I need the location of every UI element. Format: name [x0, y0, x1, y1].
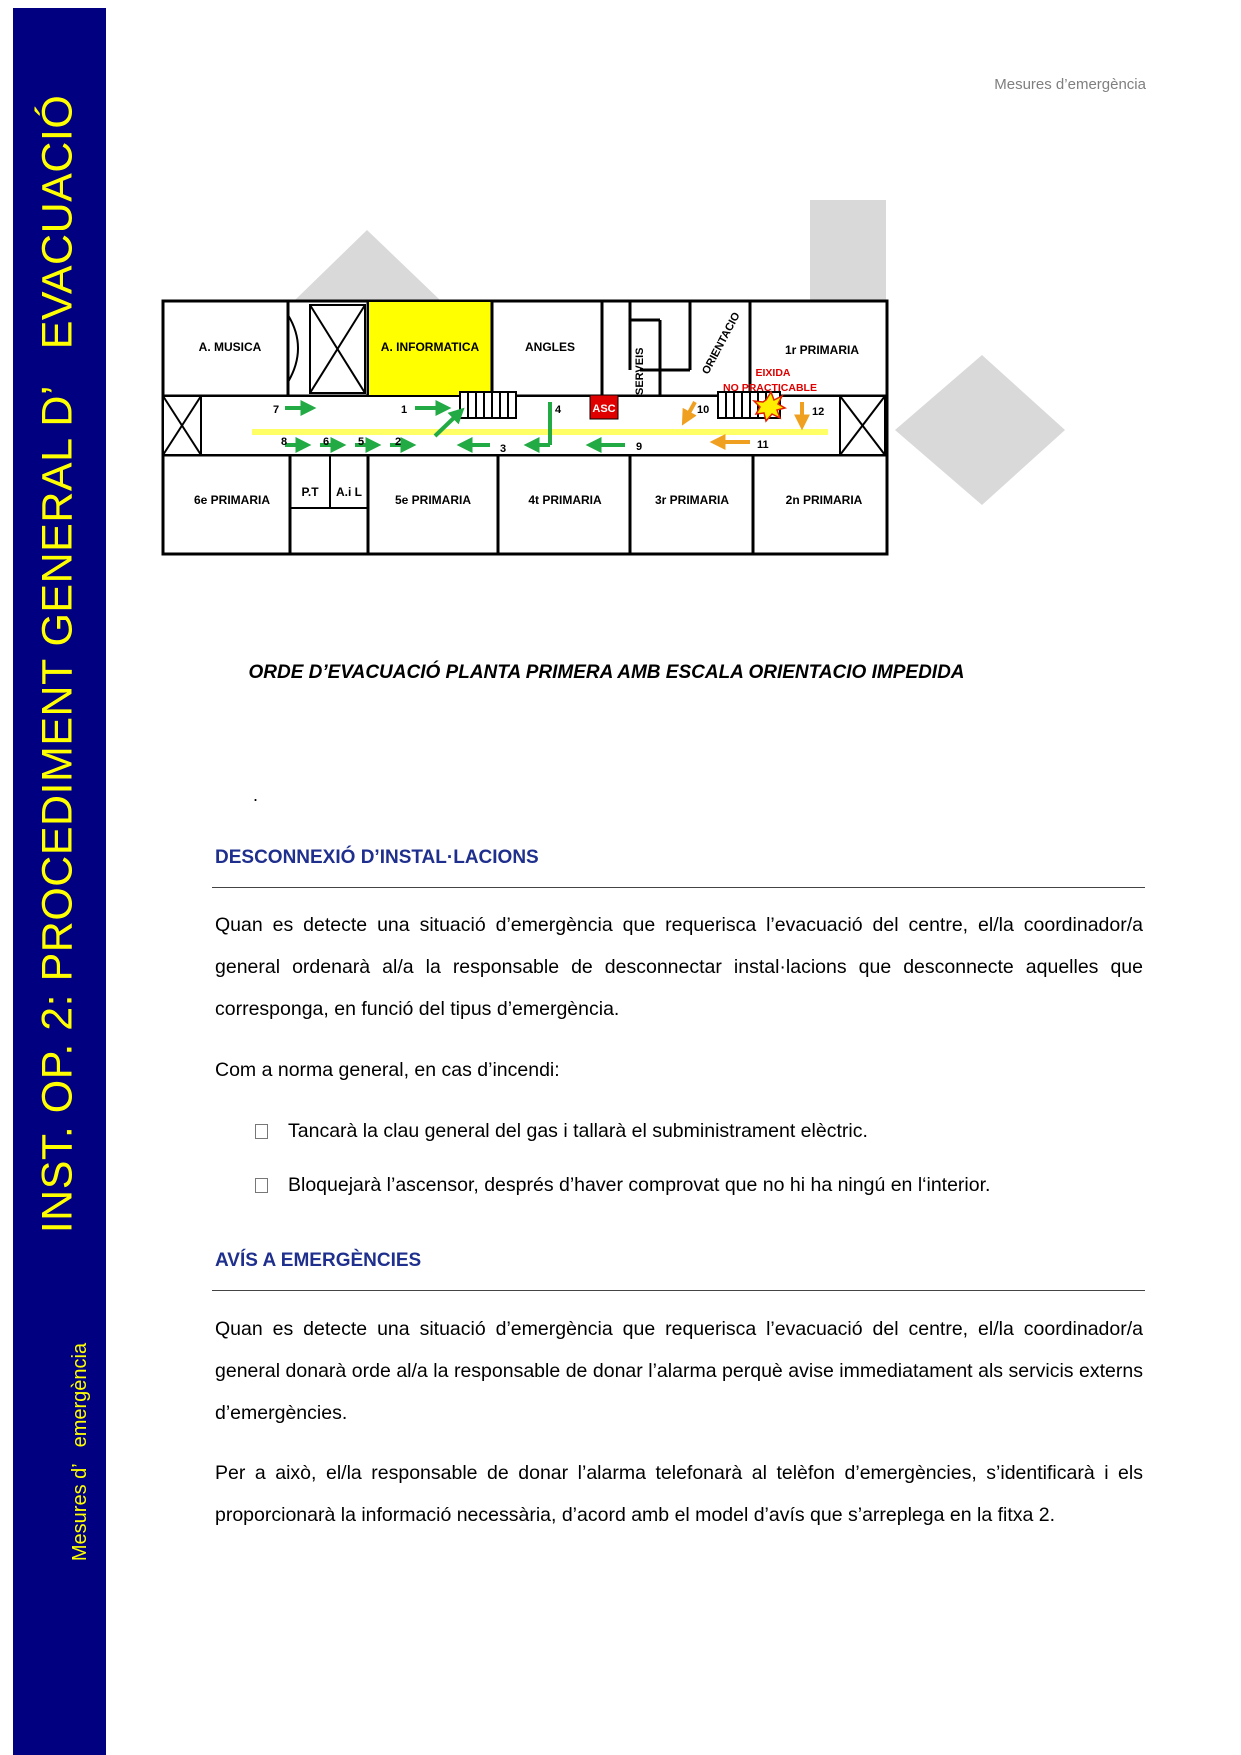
no-practicable-label: NO PRACTICABLE — [723, 382, 817, 394]
heading-avis: AVÍS A EMERGÈNCIES — [215, 1250, 422, 1271]
eixida-label: EIXIDA — [755, 367, 791, 379]
marker-4: 4 — [555, 404, 562, 416]
floor-plan — [160, 130, 1200, 630]
room-label-serveis: SERVEIS — [634, 347, 646, 395]
room-label-pt: P.T — [301, 485, 319, 499]
bullet-box-icon — [255, 1124, 268, 1139]
room-label-musica: A. MUSICA — [198, 340, 262, 354]
marker-11: 11 — [757, 439, 769, 451]
paragraph: Quan es detecte una situació d’emergència que requerisca l’evacuació del centre, el/la coordinador/a general ordenarà al/a la responsable de desconnectar instal·lacions que desconnecte aquelles que corresponga, en funció del tipus d’emergència. — [215, 914, 1143, 1020]
marker-6: 6 — [323, 436, 330, 448]
room-label-5e-primaria: 5e PRIMARIA — [394, 493, 472, 507]
marker-2: 2 — [395, 436, 402, 448]
room-label-orientacio: ORIENTACIO — [700, 310, 743, 377]
marker-10: 10 — [697, 404, 710, 416]
heading-rule — [212, 1290, 1145, 1291]
room-label-3r-primaria: 3r PRIMARIA — [654, 493, 730, 507]
bullet-box-icon — [255, 1178, 268, 1193]
room-label-1r-primaria: 1r PRIMARIA — [784, 343, 860, 357]
list-item-text: Tancarà la clau general del gas i tallarà el subministrament elèctric. — [288, 1120, 868, 1142]
marker-5: 5 — [358, 436, 365, 448]
deco-diamond-shape — [895, 355, 1065, 505]
paragraph: Per a això, el/la responsable de donar l’alarma telefonarà al telèfon d’emergències, s’identificarà i els proporcionarà la informació necessària, d’acord amb el model d’avís que s’arreplega en la fitxa 2. — [215, 1462, 1143, 1526]
list-item — [255, 1174, 990, 1197]
list-item — [255, 1120, 868, 1143]
stairs-center — [460, 392, 516, 418]
room-label-6e-primaria: 6e PRIMARIA — [193, 493, 271, 507]
paragraph: Com a norma general, en cas d’incendi: — [215, 1059, 560, 1081]
marker-9: 9 — [636, 441, 643, 453]
stray-dot: . — [253, 785, 259, 805]
heading-rule — [212, 887, 1145, 888]
heading-desconnexio: DESCONNEXIÓ D’INSTAL·LACIONS — [215, 847, 539, 868]
sidebar-title: INST. OP. 2: PROCEDIMENT GENERAL D’ EVACUACIÓ — [33, 94, 82, 1234]
marker-3: 3 — [500, 443, 507, 455]
running-header: Mesures d’emergència — [994, 76, 1146, 93]
marker-12: 12 — [812, 406, 825, 418]
sidebar-footer: Mesures d’ emergència — [69, 1342, 91, 1562]
room-label-ail: A.i L — [336, 485, 362, 499]
marker-1: 1 — [401, 404, 408, 416]
lift-label: ASC — [592, 403, 616, 415]
room-label-4t-primaria: 4t PRIMARIA — [528, 493, 602, 507]
marker-8: 8 — [281, 436, 288, 448]
room-label-angles: ANGLES — [524, 340, 576, 354]
paragraph: Quan es detecte una situació d’emergència que requerisca l’evacuació del centre, el/la coordinador/a general donarà orde al/a la responsable de donar l’alarma perquè avise immediatament als servicis externs d’emergències. — [215, 1318, 1143, 1424]
room-label-informatica: A. INFORMATICA — [380, 340, 480, 354]
list-item-text: Bloquejarà l’ascensor, després d’haver comprovat que no hi ha ningú en l‘interior. — [288, 1174, 991, 1196]
marker-7: 7 — [273, 404, 280, 416]
room-label-2n-primaria: 2n PRIMARIA — [785, 493, 863, 507]
figure-caption: ORDE D’EVACUACIÓ PLANTA PRIMERA AMB ESCALA ORIENTACIO IMPEDIDA — [248, 662, 965, 683]
